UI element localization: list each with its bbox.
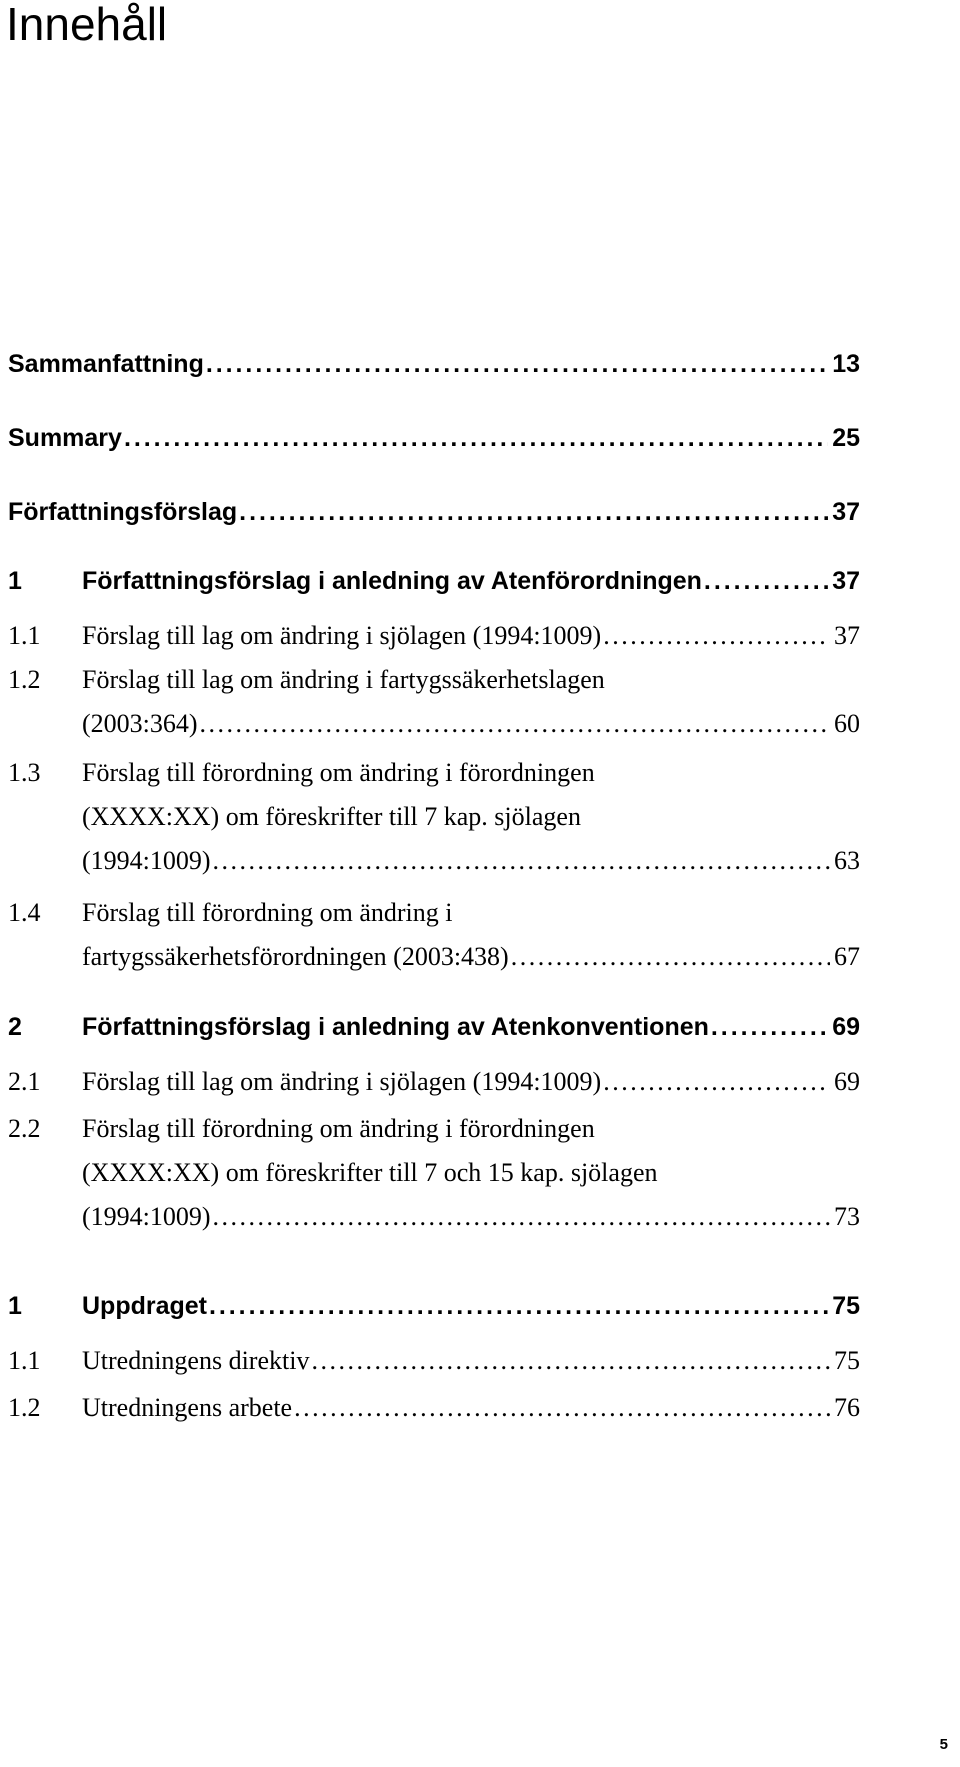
leader-dots — [124, 424, 828, 453]
toc-page-number: 63 — [834, 846, 860, 875]
toc-entry-title: Uppdraget — [82, 1292, 207, 1320]
toc-entry-number: 1.1 — [8, 621, 41, 650]
leader-dots — [511, 942, 830, 972]
leader-dots — [704, 567, 828, 596]
toc-page-number: 75 — [834, 1346, 860, 1375]
toc-entry-number: 2 — [8, 1013, 22, 1041]
toc-entry-title-continued: (2003:364) — [82, 709, 198, 738]
toc-page-number: 25 — [832, 424, 860, 452]
leader-dots — [209, 1292, 828, 1321]
page-title: Innehåll — [6, 0, 168, 50]
toc-entry-title: Förslag till förordning om ändring i — [82, 898, 453, 927]
toc-entry-sammanfattning[interactable] — [8, 350, 860, 394]
toc-page-number: 37 — [832, 567, 860, 595]
toc-entry-title-continued: (1994:1009) — [82, 1202, 211, 1231]
toc-page-number: 67 — [834, 942, 860, 971]
toc-entry-title: Författningsförslag i anledning av Atenförordningen — [82, 567, 702, 595]
toc-entry-title: Författningsförslag i anledning av Atenkonventionen — [82, 1013, 709, 1041]
page-number: 5 — [939, 1736, 948, 1753]
toc-entry-chapter-1[interactable] — [8, 567, 860, 611]
toc-entry-forfattningsforslag[interactable] — [8, 498, 860, 542]
leader-dots — [711, 1013, 828, 1042]
toc-entry-utredningens-arbete[interactable] — [8, 1393, 860, 1437]
toc-entry-chapter-2[interactable] — [8, 1013, 860, 1057]
toc-page-number: 13 — [832, 350, 860, 378]
toc-entry-title: Utredningens arbete — [82, 1393, 293, 1422]
toc-entry-utredningens-direktiv[interactable] — [8, 1346, 860, 1390]
leader-dots — [213, 846, 830, 876]
leader-dots — [603, 621, 830, 651]
toc-entry-title: Summary — [8, 424, 122, 452]
leader-dots — [311, 1346, 830, 1376]
toc-entry-number: 1.4 — [8, 898, 41, 927]
toc-page-number: 76 — [834, 1393, 860, 1422]
toc-entry-title-continued: (XXXX:XX) om föreskrifter till 7 och 15 kap. sjölagen — [82, 1158, 658, 1187]
leader-dots — [603, 1067, 830, 1097]
leader-dots — [294, 1393, 830, 1423]
leader-dots — [200, 709, 830, 739]
toc-entry-1-3[interactable] — [8, 758, 860, 890]
toc-entry-1-2[interactable] — [8, 665, 860, 753]
toc-page-number: 69 — [832, 1013, 860, 1041]
toc-page-number: 37 — [834, 621, 860, 650]
toc-entry-1-1[interactable] — [8, 621, 860, 665]
leader-dots — [213, 1202, 830, 1232]
toc-entry-title-continued: (XXXX:XX) om föreskrifter till 7 kap. sjölagen — [82, 802, 581, 831]
toc-entry-title-continued: (1994:1009) — [82, 846, 211, 875]
toc-entry-title-continued: fartygssäkerhetsförordningen (2003:438) — [82, 942, 509, 971]
toc-page-number: 60 — [834, 709, 860, 738]
toc-entry-number: 1.3 — [8, 758, 41, 787]
leader-dots — [239, 498, 828, 527]
toc-entry-title: Förslag till lag om ändring i sjölagen (1994:1009) — [82, 621, 602, 650]
toc-entry-title: Förslag till lag om ändring i sjölagen (1994:1009) — [82, 1067, 602, 1096]
toc-entry-title: Förslag till förordning om ändring i förordningen — [82, 758, 595, 787]
leader-dots — [206, 350, 828, 379]
toc-entry-uppdraget[interactable] — [8, 1292, 860, 1336]
toc-entry-number: 1 — [8, 1292, 22, 1320]
toc-page-number: 73 — [834, 1202, 860, 1231]
toc-entry-title: Förslag till förordning om ändring i förordningen — [82, 1114, 595, 1143]
toc-entry-2-1[interactable] — [8, 1067, 860, 1111]
toc-entry-number: 2.1 — [8, 1067, 41, 1096]
toc-entry-title: Författningsförslag — [8, 498, 238, 526]
toc-page-number: 69 — [834, 1067, 860, 1096]
toc-entry-number: 1.1 — [8, 1346, 41, 1375]
toc-entry-1-4[interactable] — [8, 898, 860, 986]
toc-page-number: 37 — [832, 498, 860, 526]
toc-entry-title: Förslag till lag om ändring i fartygssäkerhetslagen — [82, 665, 605, 694]
toc-entry-summary[interactable] — [8, 424, 860, 468]
toc-entry-2-2[interactable] — [8, 1114, 860, 1246]
toc-entry-number: 1.2 — [8, 1393, 41, 1422]
toc-entry-title: Sammanfattning — [8, 350, 204, 378]
toc-page-number: 75 — [832, 1292, 860, 1320]
toc-entry-title: Utredningens direktiv — [82, 1346, 310, 1375]
toc-entry-number: 1.2 — [8, 665, 41, 694]
toc-entry-number: 2.2 — [8, 1114, 41, 1143]
toc-entry-number: 1 — [8, 567, 22, 595]
